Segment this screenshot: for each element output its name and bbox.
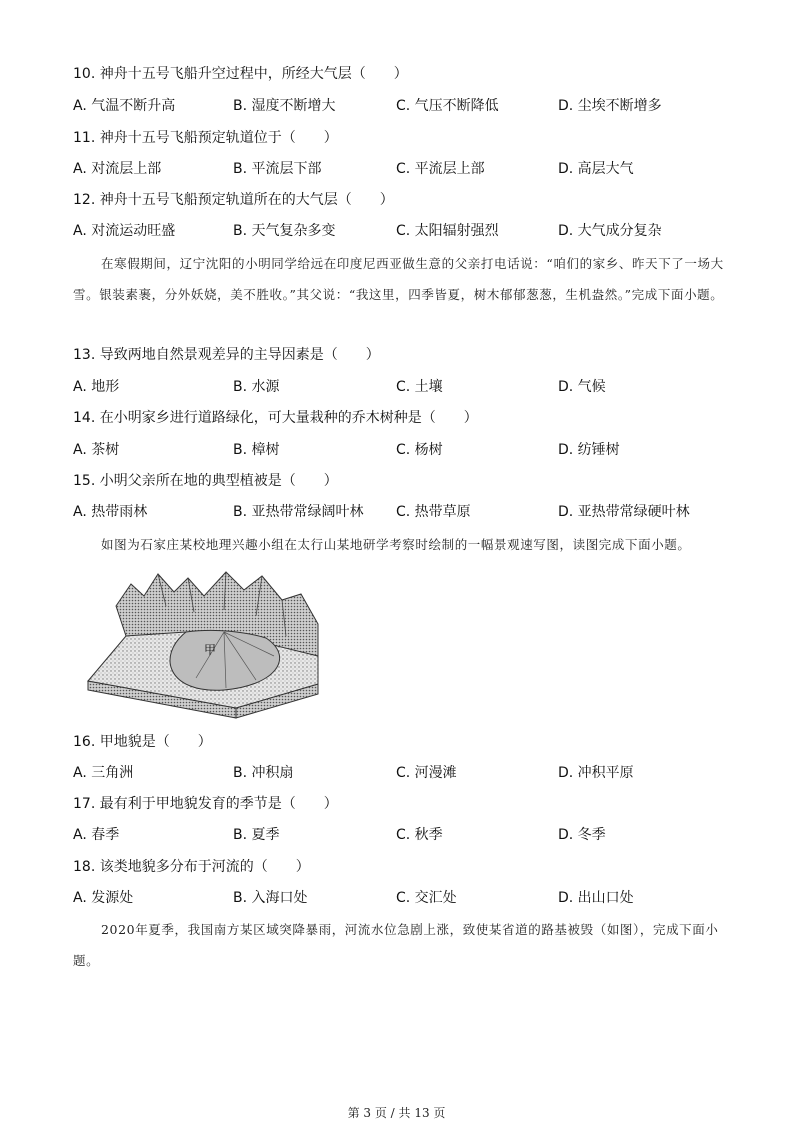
question-stem: 17. 最有利于甲地貌发育的季节是（ ） xyxy=(73,796,338,812)
option-d: D. 出山口处 xyxy=(558,890,634,906)
option-b: B. 樟树 xyxy=(233,442,280,458)
option-a: A. 对流层上部 xyxy=(73,161,162,177)
option-b: B. 冲积扇 xyxy=(233,765,294,781)
question-stem: 14. 在小明家乡进行道路绿化，可大量栽种的乔木树种是（ ） xyxy=(73,410,478,426)
option-c: C. 气压不断降低 xyxy=(396,98,499,114)
option-a: A. 气温不断升高 xyxy=(73,98,176,114)
option-b: B. 水源 xyxy=(233,379,280,395)
option-c: C. 热带草原 xyxy=(396,504,471,520)
passage-winter: 在寒假期间，辽宁沈阳的小明同学给远在印度尼西亚做生意的父亲打电话说：“咱们的家乡、昨天下了一场大雪。银装素裹，分外妖娆，美不胜收。”其父说：“我这里，四季皆夏，树木郁郁葱葱，生机盎然。”完成下面小题。 xyxy=(73,256,724,302)
passage-figure-intro: 如图为石家庄某校地理兴趣小组在太行山某地研学考察时绘制的一幅景观速写图，读图完成下面小题。 xyxy=(101,537,691,552)
question-stem: 11. 神舟十五号飞船预定轨道位于（ ） xyxy=(73,130,338,146)
option-b: B. 平流层下部 xyxy=(233,161,322,177)
option-a: A. 热带雨林 xyxy=(73,504,148,520)
option-c: C. 杨树 xyxy=(396,442,443,458)
landscape-sketch-figure xyxy=(86,566,322,722)
passage-flood: 2020年夏季，我国南方某区域突降暴雨，河流水位急剧上涨，致使某省道的路基被毁（如图），完成下面小题。 xyxy=(73,922,719,968)
option-a: A. 三角洲 xyxy=(73,765,134,781)
option-b: B. 天气复杂多变 xyxy=(233,223,336,239)
question-stem: 13. 导致两地自然景观差异的主导因素是（ ） xyxy=(73,347,380,363)
option-d: D. 大气成分复杂 xyxy=(558,223,662,239)
option-c: C. 交汇处 xyxy=(396,890,457,906)
option-d: D. 气候 xyxy=(558,379,606,395)
option-d: D. 纺锤树 xyxy=(558,442,620,458)
figure-label-jia: 甲 xyxy=(204,643,217,657)
question-stem: 18. 该类地貌多分布于河流的（ ） xyxy=(73,859,310,875)
option-b: B. 入海口处 xyxy=(233,890,308,906)
option-b: B. 亚热带常绿阔叶林 xyxy=(233,504,364,520)
option-d: D. 尘埃不断增多 xyxy=(558,98,662,114)
option-c: C. 秋季 xyxy=(396,827,443,843)
option-a: A. 对流运动旺盛 xyxy=(73,223,176,239)
option-c: C. 太阳辐射强烈 xyxy=(396,223,499,239)
option-c: C. 平流层上部 xyxy=(396,161,485,177)
option-a: A. 茶树 xyxy=(73,442,120,458)
option-a: A. 发源处 xyxy=(73,890,134,906)
option-d: D. 亚热带常绿硬叶林 xyxy=(558,504,690,520)
question-stem: 15. 小明父亲所在地的典型植被是（ ） xyxy=(73,473,338,489)
page-footer: 第 3 页 / 共 13 页 xyxy=(347,1106,446,1120)
question-stem: 16. 甲地貌是（ ） xyxy=(73,734,212,750)
option-b: B. 湿度不断增大 xyxy=(233,98,336,114)
option-a: A. 地形 xyxy=(73,379,120,395)
option-c: C. 河漫滩 xyxy=(396,765,457,781)
option-d: D. 冲积平原 xyxy=(558,765,634,781)
option-b: B. 夏季 xyxy=(233,827,280,843)
option-d: D. 高层大气 xyxy=(558,161,634,177)
option-a: A. 春季 xyxy=(73,827,120,843)
question-stem: 10. 神舟十五号飞船升空过程中，所经大气层（ ） xyxy=(73,66,408,82)
question-stem: 12. 神舟十五号飞船预定轨道所在的大气层（ ） xyxy=(73,192,394,208)
option-d: D. 冬季 xyxy=(558,827,606,843)
option-c: C. 土壤 xyxy=(396,379,443,395)
